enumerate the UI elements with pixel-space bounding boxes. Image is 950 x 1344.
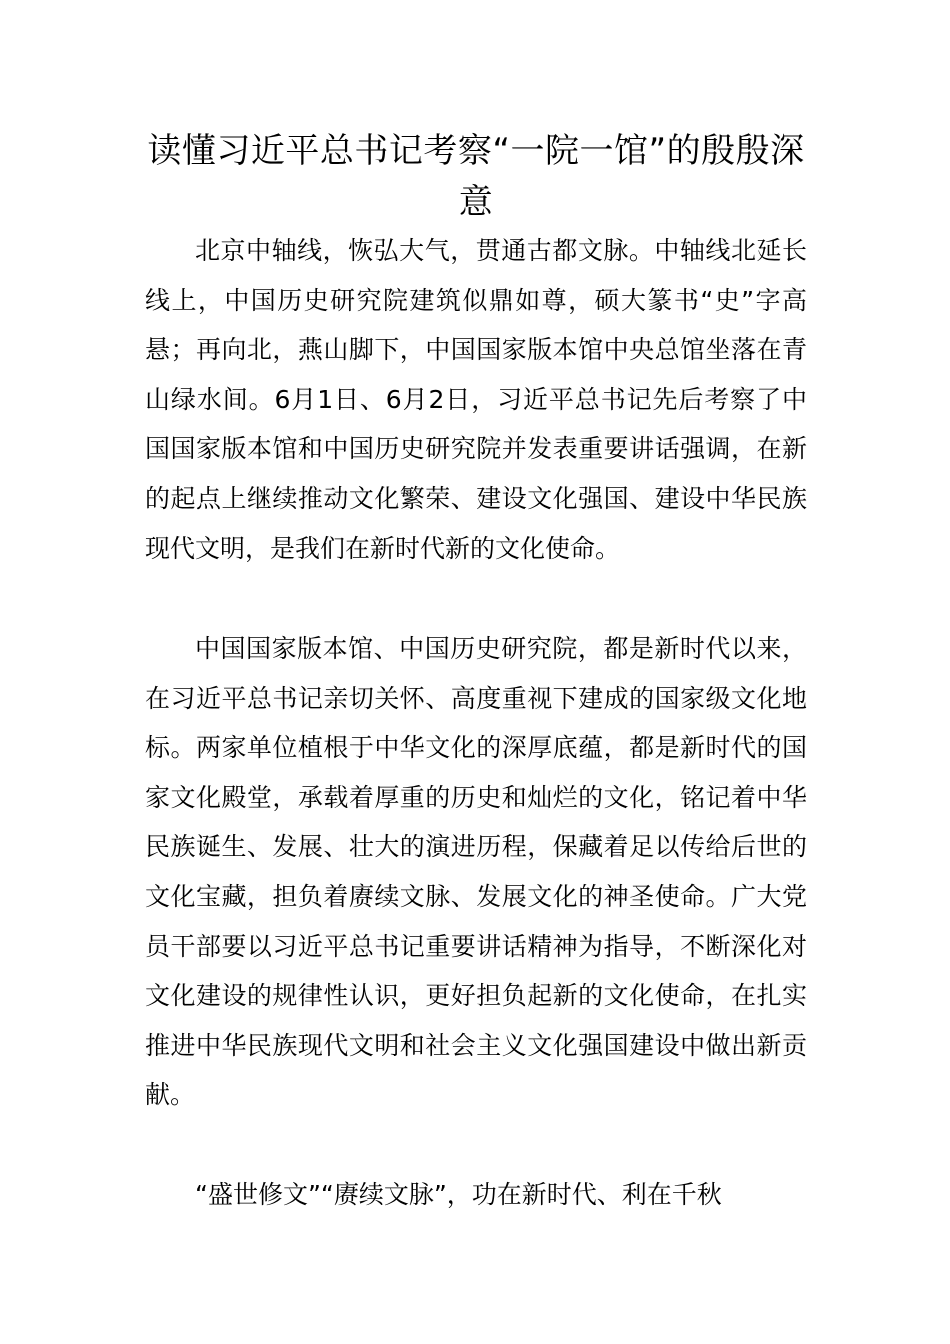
paragraph-2: 中国国家版本馆、中国历史研究院，都是新时代以来，在习近平总书记亲切关怀、高度重视下建成的国家级文化地标。两家单位植根于中华文化的深厚底蕴，都是新时代的国家文化殿堂，承载着厚重的历史和灿烂的文化，铭记着中华民族诞生、发展、壮大的演进历程，保藏着足以传给后世的文化宝藏，担负着赓续文脉、发展文化的神圣使命。广大党员干部要以习近平总书记重要讲话精神为指导，不断深化对文化建设的规律性认识，更好担负起新的文化使命，在扎实推进中华民族现代文明和社会主义文化强国建设中做出新贡献。 (145, 634, 807, 1110)
paragraph-3: “盛世修文”“赓续文脉”，功在新时代、利在千秋 (195, 1180, 722, 1209)
document-title: 读懂习近平总书记考察“一院一馆”的殷殷深意 (147, 131, 805, 222)
paragraph-1: 北京中轴线，恢弘大气，贯通古都文脉。中轴线北延长线上，中国历史研究院建筑似鼎如尊，硕大篆书“史”字高悬；再向北，燕山脚下，中国国家版本馆中央总馆坐落在青山绿水间。6月1日、6月2日，习近平总书记先后考察了中国国家版本馆和中国历史研究院并发表重要讲话强调，在新的起点上继续推动文化繁荣、建设文化强国、建设中华民族现代文明，是我们在新时代新的文化使命。 (145, 236, 807, 563)
